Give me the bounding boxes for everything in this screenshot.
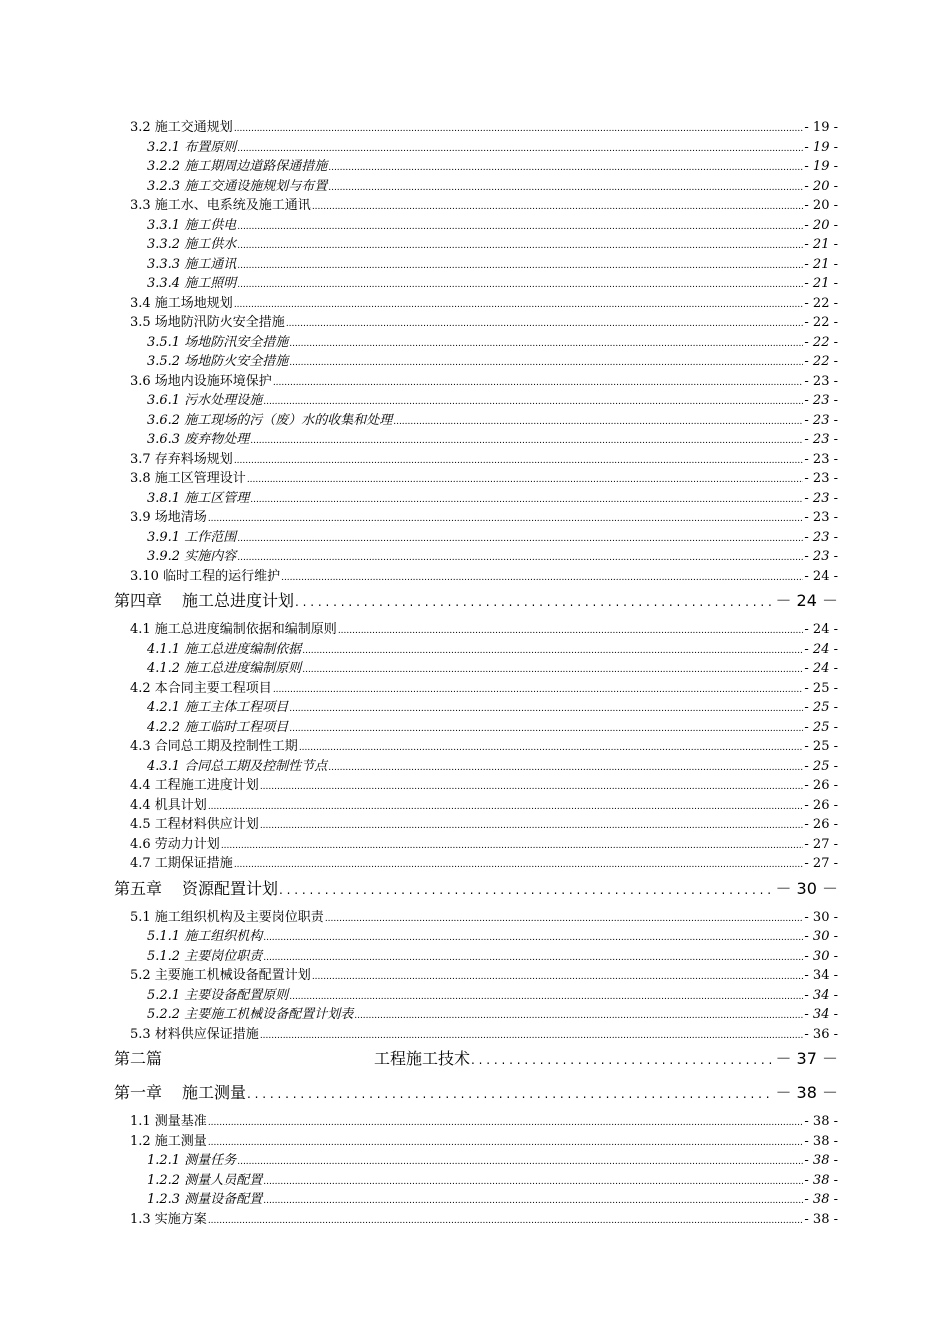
toc-entry-title: 4.5 工程材料供应计划 [130,817,259,832]
toc-page-number: - 34 - [804,987,838,1003]
toc-page-number: - 24 - [804,641,838,657]
toc-entry[interactable] [130,467,838,486]
toc-entry[interactable] [130,565,838,584]
toc-page-number: - 23 - [804,451,838,467]
toc-page-number: - 30 - [804,909,838,925]
toc-leader-dots [289,988,803,1003]
toc-page-number: - 19 - [804,139,838,155]
toc-leader-dots [234,296,804,311]
toc-page-number: - 24 - [804,661,838,676]
toc-entry[interactable] [130,794,838,813]
toc-entry-title: 3.9.1 工作范围 [147,529,237,545]
toc-leader-dots [302,661,803,676]
toc-page-number: - 22 - [804,354,838,369]
toc-leader-dots [263,929,803,944]
toc-entry-title: 3.7 存弃料场规划 [130,451,233,467]
toc-entry[interactable] [147,526,838,545]
toc-page-number: - 38 - [804,1133,838,1149]
toc-entry[interactable] [147,175,838,194]
toc-page-number: - 26 - [804,817,838,832]
toc-leader-dots [237,237,803,252]
toc-leader-dots [302,642,803,657]
toc-entry-title: 5.1.2 主要岗位职责 [147,948,263,964]
toc-leader-dots [234,452,804,467]
toc-entry[interactable] [114,588,838,611]
toc-leader-dots [247,471,804,486]
toc-leader-dots [328,759,803,774]
toc-entry[interactable] [147,925,838,944]
toc-leader-dots [273,681,804,696]
toc-page-number: - 23 - [804,490,838,506]
toc-entry-title: 3.3.4 施工照明 [147,276,237,291]
toc-leader-dots [208,1114,804,1129]
toc-leader-dots [328,159,803,174]
toc-entry[interactable] [130,311,838,330]
toc-leader-dots [221,837,804,852]
toc-entry-title: 1.2.2 测量人员配置 [147,1172,263,1188]
toc-page-number: － 37 － [775,1049,838,1068]
toc-leader-dots [393,413,803,428]
toc-entry[interactable] [147,1169,838,1188]
toc-entry[interactable] [130,813,838,832]
toc-page-number: - 21 - [804,276,838,291]
toc-entry-title: 1.1 测量基准 [130,1114,207,1129]
toc-entry-title: 3.9 场地清场 [130,510,207,525]
toc-leader-dots [260,817,804,832]
toc-leader-dots [286,315,804,330]
toc-leader-dots [234,120,804,135]
toc-entry[interactable] [147,487,838,506]
toc-page-number: - 23 - [804,412,838,428]
toc-entry-title: 3.3.1 施工供电 [147,217,237,233]
toc-entry[interactable] [130,774,838,793]
toc-entry[interactable] [147,1188,838,1207]
toc-entry-title: 5.2.1 主要设备配置原则 [147,987,289,1003]
toc-entry[interactable] [130,448,838,467]
toc-entry-title: 3.8 施工区管理设计 [130,471,246,486]
toc-entry-title: 3.2.2 施工期周边道路保通措施 [147,159,328,174]
toc-page-number: - 25 - [804,700,838,715]
toc-page-number: － 24 － [775,591,838,610]
toc-leader-dots [237,1153,803,1168]
toc-entry-title: 施工测量 [182,1083,247,1102]
toc-page-number: - 36 - [804,1026,838,1042]
toc-entry-title: 3.6.2 施工现场的污（废）水的收集和处理 [147,412,393,428]
toc-leader-dots [208,798,804,813]
toc-entry-title: 4.4 机具计划 [130,797,207,813]
toc-page-number: - 30 - [804,929,838,944]
toc-entry[interactable] [147,350,838,369]
toc-entry-title: 4.3.1 合同总工期及控制性节点 [147,758,328,774]
toc-entry-title: 5.1 施工组织机构及主要岗位职责 [130,909,324,925]
toc-leader-dots [237,257,803,272]
toc-entry-title: 4.6 劳动力计划 [130,836,220,852]
toc-page-number: － 38 － [775,1083,838,1102]
toc-leader-dots [263,949,803,964]
toc-entry-title: 4.4 工程施工进度计划 [130,778,259,793]
toc-leader-dots [208,1134,804,1149]
toc-leader-dots [279,879,774,898]
toc-entry[interactable] [130,852,838,871]
toc-page-number: - 23 - [804,471,838,486]
toc-page-number: － 30 － [775,878,838,898]
toc-page-number: - 25 - [804,758,838,774]
toc-page-number: - 20 - [804,178,838,194]
toc-page-number: - 38 - [804,1192,838,1207]
toc-leader-dots [312,198,804,213]
toc-page-number: - 23 - [804,373,838,389]
toc-leader-dots [338,622,804,637]
toc-entry[interactable] [130,1110,838,1129]
toc-page-number: - 38 - [804,1211,838,1227]
toc-entry-title: 3.6.1 污水处理设施 [147,393,263,408]
toc-page-number: - 26 - [804,797,838,813]
toc-entry[interactable] [147,389,838,408]
toc-entry-title: 3.6.3 废弃物处理 [147,432,250,447]
toc-leader-dots [247,1083,774,1102]
toc-entry-title: 3.5.1 场地防汛安全措施 [147,334,289,350]
toc-entry-title: 1.2.1 测量任务 [147,1153,237,1168]
toc-entry-title: 5.2 主要施工机械设备配置计划 [130,968,311,983]
toc-page-number: - 20 - [804,198,838,213]
toc-page-number: - 38 - [804,1172,838,1188]
toc-leader-dots [289,720,803,735]
toc-entry[interactable] [147,638,838,657]
toc-entry[interactable] [147,945,838,964]
toc-leader-dots [250,491,803,506]
toc-entry[interactable] [130,618,838,637]
toc-page-number: - 34 - [804,1007,838,1022]
toc-entry[interactable] [130,370,838,389]
toc-entry[interactable] [130,677,838,696]
toc-page-number: - 23 - [804,549,838,564]
toc-page-number: - 22 - [804,295,838,311]
toc-leader-dots [263,393,803,408]
toc-leader-dots [312,968,804,983]
toc-page-number: - 19 - [804,159,838,174]
toc-entry-title: 3.2 施工交通规划 [130,120,233,135]
toc-leader-dots [295,591,774,610]
toc-entry[interactable] [147,331,838,350]
toc-page-number: - 38 - [804,1153,838,1168]
toc-leader-dots [260,778,804,793]
toc-page-number: - 25 - [804,719,838,735]
toc-page-number: - 26 - [804,778,838,793]
toc-leader-dots [289,335,803,350]
toc-entry-title: 1.2 施工测量 [130,1133,207,1149]
toc-page-number: - 25 - [804,739,838,754]
toc-entry[interactable] [130,116,838,135]
toc-entry-title: 4.2.1 施工主体工程项目 [147,700,289,715]
toc-entry[interactable] [147,214,838,233]
toc-entry-title: 3.8.1 施工区管理 [147,490,250,506]
toc-chapter-label: 第四章 [114,591,163,610]
toc-entry[interactable] [130,833,838,852]
toc-leader-dots [237,530,803,545]
toc-page-number: - 23 - [804,529,838,545]
toc-page-number: - 34 - [804,968,838,983]
toc-entry[interactable] [130,506,838,525]
toc-entry[interactable] [114,876,838,899]
toc-leader-dots [471,1049,774,1068]
toc-entry[interactable] [147,253,838,272]
toc-entry[interactable] [147,755,838,774]
toc-leader-dots [263,1173,803,1188]
toc-leader-dots [273,374,804,389]
toc-entry[interactable] [130,906,838,925]
toc-page-number: - 38 - [804,1114,838,1129]
toc-page-number: - 27 - [804,836,838,852]
toc-entry-title: 1.3 实施方案 [130,1211,207,1227]
toc-entry[interactable] [147,155,838,174]
toc-leader-dots [208,1212,804,1227]
toc-chapter-label: 第一章 [114,1083,163,1102]
toc-leader-dots [237,276,803,291]
toc-entry-title: 5.1.1 施工组织机构 [147,929,263,944]
toc-page-number: - 22 - [804,315,838,330]
toc-entry[interactable] [130,194,838,213]
toc-leader-dots [237,549,803,564]
toc-page-number: - 25 - [804,680,838,696]
toc-leader-dots [260,1027,804,1042]
toc-entry-title: 3.3 施工水、电系统及施工通讯 [130,198,311,213]
toc-entry[interactable] [130,964,838,983]
toc-entry[interactable] [147,545,838,564]
toc-chapter-label: 第二篇 [114,1049,163,1068]
toc-entry-title: 4.1 施工总进度编制依据和编制原则 [130,622,337,637]
toc-page-number: - 21 - [804,237,838,252]
toc-entry[interactable] [114,1046,838,1069]
toc-entry-title: 3.4 施工场地规划 [130,295,233,311]
toc-entry[interactable] [147,1149,838,1168]
toc-entry-title: 5.2.2 主要施工机械设备配置计划表 [147,1007,354,1022]
toc-leader-dots [237,140,803,155]
toc-entry-title: 3.5 场地防汛防火安全措施 [130,315,285,330]
toc-leader-dots [328,179,803,194]
toc-page-number: - 24 - [804,622,838,637]
toc-entry[interactable] [147,1003,838,1022]
toc-entry-title: 4.3 合同总工期及控制性工期 [130,739,298,754]
toc-entry-title: 资源配置计划 [182,878,279,898]
toc-entry[interactable] [130,1130,838,1149]
toc-page-number: - 21 - [804,256,838,272]
toc-entry-title: 3.10 临时工程的运行维护 [130,568,281,584]
toc-leader-dots [289,354,803,369]
toc-entry[interactable] [130,292,838,311]
toc-entry-title: 3.6 场地内设施环境保护 [130,373,272,389]
toc-entry-title: 5.3 材料供应保证措施 [130,1026,259,1042]
toc-page-number: - 30 - [804,948,838,964]
toc-page-number: - 24 - [804,568,838,584]
toc-entry-title: 4.2.2 施工临时工程项目 [147,719,289,735]
toc-chapter-label: 第五章 [114,878,163,898]
toc-entry[interactable] [147,233,838,252]
toc-leader-dots [250,432,803,447]
toc-page-number: - 19 - [804,120,838,135]
toc-entry[interactable] [130,1023,838,1042]
toc-entry-title: 3.9.2 实施内容 [147,549,237,564]
toc-entry-title: 4.1.2 施工总进度编制原则 [147,661,302,676]
toc-entry-title: 1.2.3 测量设备配置 [147,1192,263,1207]
toc-entry-title: 施工总进度计划 [182,591,295,610]
toc-entry-title: 3.3.3 施工通讯 [147,256,237,272]
toc-entry-title: 3.3.2 施工供水 [147,237,237,252]
toc-leader-dots [263,1192,803,1207]
toc-entry-title: 4.2 本合同主要工程项目 [130,680,272,696]
toc-leader-dots [289,700,803,715]
toc-entry[interactable] [147,696,838,715]
toc-page-number: - 22 - [804,334,838,350]
toc-leader-dots [354,1007,803,1022]
toc-entry[interactable] [147,136,838,155]
toc-entry-title: 4.7 工期保证措施 [130,856,233,871]
toc-leader-dots [234,856,804,871]
toc-entry[interactable] [147,984,838,1003]
toc-leader-dots [281,569,803,584]
toc-entry[interactable] [130,735,838,754]
toc-page-number: - 23 - [804,510,838,525]
toc-entry-title: 3.2.3 施工交通设施规划与布置 [147,178,328,194]
toc-entry[interactable] [147,428,838,447]
toc-entry[interactable] [130,1208,838,1227]
toc-entry[interactable] [147,272,838,291]
toc-leader-dots [208,510,804,525]
toc-entry-title: 4.1.1 施工总进度编制依据 [147,641,302,657]
toc-entry-title: 3.2.1 布置原则 [147,139,237,155]
toc-entry[interactable] [147,409,838,428]
toc-entry-title: 工程施工技术 [374,1049,471,1068]
toc-page-number: - 20 - [804,217,838,233]
toc-entry-title: 3.5.2 场地防火安全措施 [147,354,289,369]
toc-leader-dots [237,218,803,233]
toc-entry[interactable] [114,1080,838,1103]
toc-entry[interactable] [147,716,838,735]
toc-page-number: - 23 - [804,432,838,447]
toc-leader-dots [325,910,804,925]
toc-page-number: - 27 - [804,856,838,871]
toc-page-number: - 23 - [804,393,838,408]
toc-leader-dots [299,739,804,754]
toc-entry[interactable] [147,657,838,676]
